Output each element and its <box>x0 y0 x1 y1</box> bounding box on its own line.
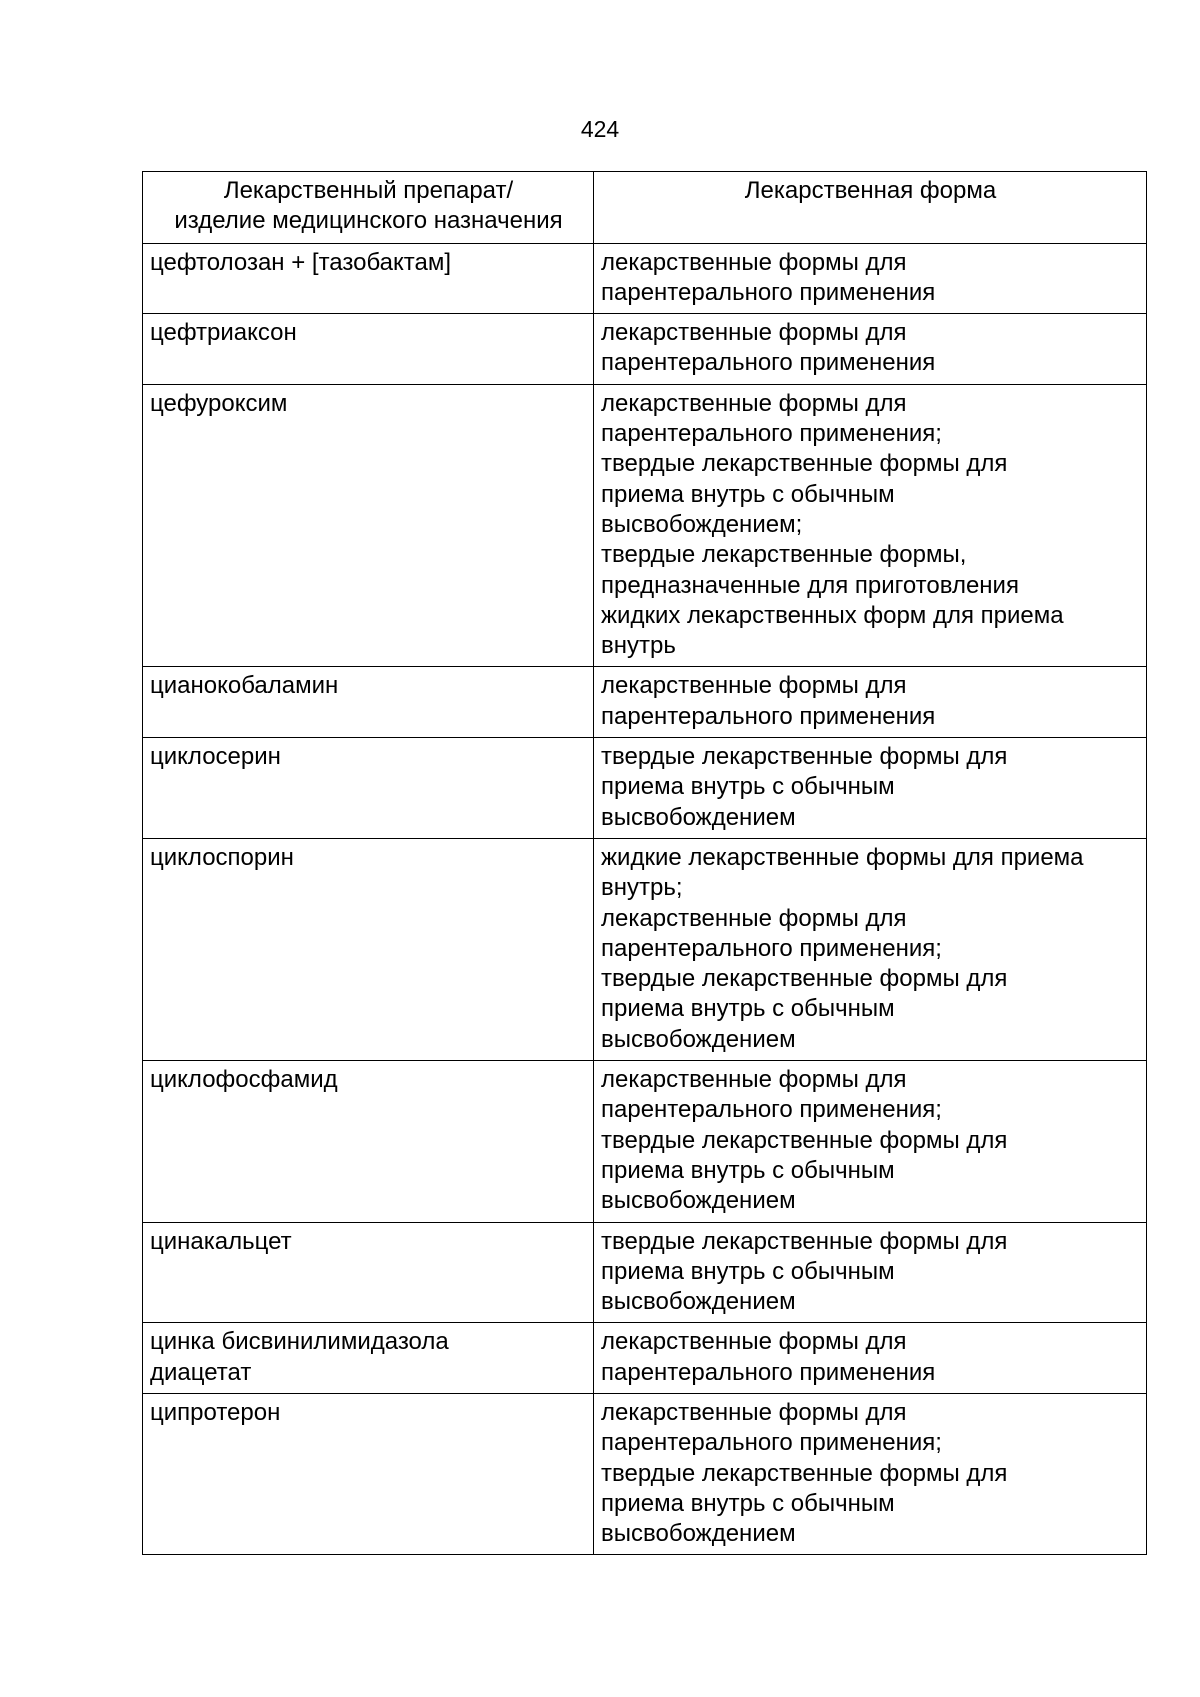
dosage-form-line: предназначенные для приготовления <box>601 571 1019 599</box>
drug-cell <box>143 667 594 738</box>
form-cell <box>594 1222 1147 1323</box>
dosage-form-line: лекарственные формы для <box>601 1398 907 1426</box>
dosage-form-line: приема внутрь с обычным <box>601 995 895 1023</box>
dosage-form-line: лекарственные формы для <box>601 1328 907 1356</box>
header-line: изделие медицинского назначения <box>174 207 563 235</box>
drug-name-line: цефуроксим <box>150 389 288 417</box>
dosage-form-line: парентерального применения; <box>601 934 942 962</box>
dosage-form-line: твердые лекарственные формы для <box>601 1227 1008 1255</box>
drug-cell <box>143 1393 594 1554</box>
form-cell <box>594 738 1147 839</box>
header-line: Лекарственный препарат/ <box>223 177 514 204</box>
dosage-form-line: лекарственные формы для <box>601 904 907 932</box>
page-number: 424 <box>580 116 620 142</box>
dosage-form-line: лекарственные формы для <box>601 248 907 276</box>
dosage-form-line: парентерального применения; <box>601 1096 942 1124</box>
dosage-form-line: приема внутрь с обычным <box>601 1257 895 1285</box>
drug-name-line: циклофосфамид <box>150 1066 338 1094</box>
form-cell <box>594 314 1147 385</box>
drug-name-line: цианокобаламин <box>150 672 339 700</box>
dosage-form-line: парентерального применения; <box>601 1429 942 1457</box>
table-row <box>143 838 1147 1060</box>
form-cell <box>594 1393 1147 1554</box>
dosage-form-line: лекарственные формы для <box>601 319 907 347</box>
form-cell <box>594 1323 1147 1394</box>
dosage-form-line: твердые лекарственные формы для <box>601 965 1008 993</box>
drug-name-line: цинакальцет <box>150 1227 292 1255</box>
drug-name-line: циклосерин <box>150 743 281 771</box>
dosage-form-line: приема внутрь с обычным <box>601 480 895 508</box>
drug-cell <box>143 1323 594 1394</box>
dosage-form-line: приема внутрь с обычным <box>601 1156 895 1184</box>
table-row <box>143 384 1147 667</box>
table-row <box>143 667 1147 738</box>
dosage-form-line: твердые лекарственные формы, <box>601 541 967 569</box>
drug-cell <box>143 384 594 667</box>
dosage-form-line: парентерального применения <box>601 349 936 377</box>
drug-name-line: диацетат <box>150 1358 252 1386</box>
table-row <box>143 243 1147 314</box>
drug-table <box>142 171 1147 1555</box>
dosage-form-line: твердые лекарственные формы для <box>601 450 1008 478</box>
table-header-row <box>143 172 1147 244</box>
drug-cell <box>143 1061 594 1222</box>
dosage-form-line: жидких лекарственных форм для приема <box>601 601 1064 629</box>
dosage-form-line: парентерального применения; <box>601 420 942 448</box>
dosage-form-line: внутрь; <box>601 874 683 902</box>
drug-name-line: цинка бисвинилимидазола <box>150 1328 449 1356</box>
table-row <box>143 1393 1147 1554</box>
dosage-form-line: высвобождением <box>601 1187 796 1215</box>
form-cell <box>594 1061 1147 1222</box>
table-row <box>143 738 1147 839</box>
drug-name-line: циклоспорин <box>150 843 294 871</box>
dosage-form-line: высвобождением <box>601 1288 796 1316</box>
drug-name-line: цефтриаксон <box>150 319 297 347</box>
drug-cell <box>143 1222 594 1323</box>
dosage-form-line: высвобождением; <box>601 510 803 538</box>
drug-cell <box>143 243 594 314</box>
drug-cell <box>143 738 594 839</box>
form-cell <box>594 667 1147 738</box>
dosage-form-line: внутрь <box>601 632 676 660</box>
drug-name-line: ципротерон <box>150 1398 281 1426</box>
dosage-form-line: парентерального применения <box>601 1358 936 1386</box>
dosage-form-line: твердые лекарственные формы для <box>601 1126 1008 1154</box>
dosage-form-line: лекарственные формы для <box>601 672 907 700</box>
dosage-form-line: приема внутрь с обычным <box>601 773 895 801</box>
form-cell <box>594 838 1147 1060</box>
dosage-form-line: лекарственные формы для <box>601 1066 907 1094</box>
table-row <box>143 1061 1147 1222</box>
dosage-form-line: твердые лекарственные формы для <box>601 743 1008 771</box>
dosage-form-line: парентерального применения <box>601 278 936 306</box>
dosage-form-line: твердые лекарственные формы для <box>601 1459 1008 1487</box>
table-row <box>143 1323 1147 1394</box>
dosage-form-line: жидкие лекарственные формы для приема <box>601 843 1084 871</box>
header-form <box>594 172 1147 244</box>
table-body <box>143 243 1147 1555</box>
drug-cell <box>143 314 594 385</box>
table-row <box>143 1222 1147 1323</box>
dosage-form-line: высвобождением <box>601 1520 796 1548</box>
form-cell <box>594 243 1147 314</box>
dosage-form-line: высвобождением <box>601 803 796 831</box>
drug-name-line: цефтолозан + [тазобактам] <box>150 248 451 276</box>
form-cell <box>594 384 1147 667</box>
drug-cell <box>143 838 594 1060</box>
dosage-form-line: приема внутрь с обычным <box>601 1489 895 1517</box>
dosage-form-line: высвобождением <box>601 1025 796 1053</box>
dosage-form-line: лекарственные формы для <box>601 389 907 417</box>
header-drug <box>143 172 594 244</box>
table-row <box>143 314 1147 385</box>
dosage-form-line: парентерального применения <box>601 702 936 730</box>
header-line: Лекарственная форма <box>744 177 997 204</box>
